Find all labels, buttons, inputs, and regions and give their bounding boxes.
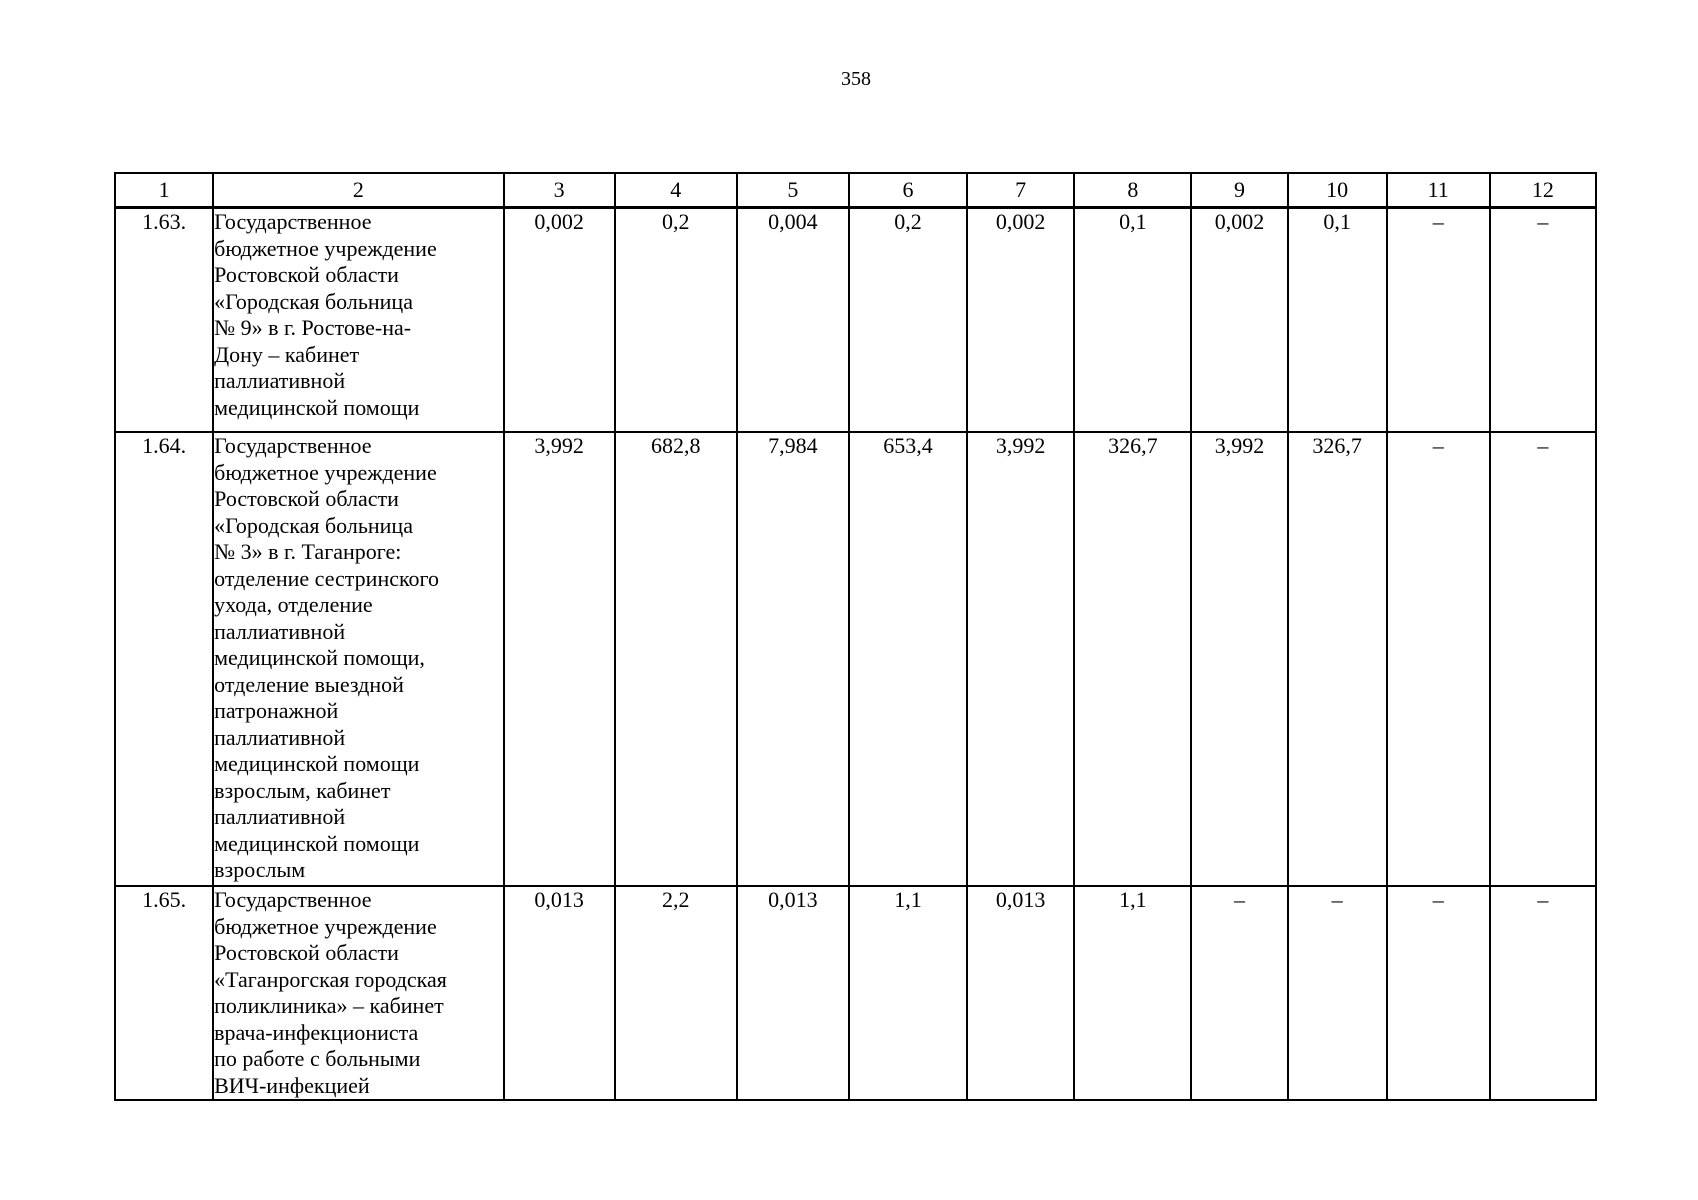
value-cell: 0,013 [737, 886, 849, 1100]
value-cell: 1,1 [1074, 886, 1191, 1100]
value-cell: 326,7 [1288, 432, 1387, 886]
value-cell: 3,992 [1191, 432, 1287, 886]
column-header: 6 [849, 173, 967, 208]
column-header: 8 [1074, 173, 1191, 208]
value-cell: 653,4 [849, 432, 967, 886]
value-cell: – [1191, 886, 1287, 1100]
value-cell: 0,002 [504, 208, 615, 433]
column-header: 5 [737, 173, 849, 208]
row-number: 1.65. [115, 886, 213, 1100]
value-cell: 0,2 [849, 208, 967, 433]
column-header: 12 [1490, 173, 1596, 208]
column-header: 11 [1387, 173, 1490, 208]
value-cell: 0,004 [737, 208, 849, 433]
value-cell: 0,1 [1288, 208, 1387, 433]
table-row [115, 208, 1596, 433]
column-header: 3 [504, 173, 615, 208]
institution-name: Государственное бюджетное учреждение Ростовской области «Городская больница № 9» в г. Ростове-на- Дону – кабинет паллиативной медицинской помощи [213, 208, 503, 433]
value-cell: 3,992 [504, 432, 615, 886]
table-row [115, 886, 1596, 1100]
value-cell: 1,1 [849, 886, 967, 1100]
value-cell: – [1288, 886, 1387, 1100]
value-cell: – [1490, 432, 1596, 886]
row-number: 1.64. [115, 432, 213, 886]
value-cell: – [1387, 886, 1490, 1100]
value-cell: – [1387, 208, 1490, 433]
value-cell: 0,002 [1191, 208, 1287, 433]
institution-name: Государственное бюджетное учреждение Ростовской области «Таганрогская городская поликлиника» – кабинет врача-инфекциониста по работе с больными ВИЧ-инфекцией [213, 886, 503, 1100]
value-cell: 0,1 [1074, 208, 1191, 433]
column-header: 10 [1288, 173, 1387, 208]
data-table [114, 172, 1597, 1101]
page-number: 358 [841, 68, 871, 90]
institution-name: Государственное бюджетное учреждение Ростовской области «Городская больница № 3» в г. Таганроге: отделение сестринского ухода, отделение паллиативной медицинской помощи, отделение выездной патронажной паллиативной медицинской помощи взрослым, кабинет паллиативной медицинской помощи взрослым [213, 432, 503, 886]
value-cell: – [1490, 886, 1596, 1100]
value-cell: 0,013 [967, 886, 1074, 1100]
value-cell: – [1387, 432, 1490, 886]
table-row [115, 432, 1596, 886]
column-header: 2 [213, 173, 503, 208]
value-cell: – [1490, 208, 1596, 433]
value-cell: 0,013 [504, 886, 615, 1100]
value-cell: 3,992 [967, 432, 1074, 886]
value-cell: 7,984 [737, 432, 849, 886]
row-number: 1.63. [115, 208, 213, 433]
value-cell: 682,8 [615, 432, 737, 886]
column-header: 4 [615, 173, 737, 208]
column-header: 1 [115, 173, 213, 208]
value-cell: 2,2 [615, 886, 737, 1100]
column-header: 7 [967, 173, 1074, 208]
column-header: 9 [1191, 173, 1287, 208]
value-cell: 0,002 [967, 208, 1074, 433]
value-cell: 326,7 [1074, 432, 1191, 886]
value-cell: 0,2 [615, 208, 737, 433]
header-row [115, 173, 1596, 208]
